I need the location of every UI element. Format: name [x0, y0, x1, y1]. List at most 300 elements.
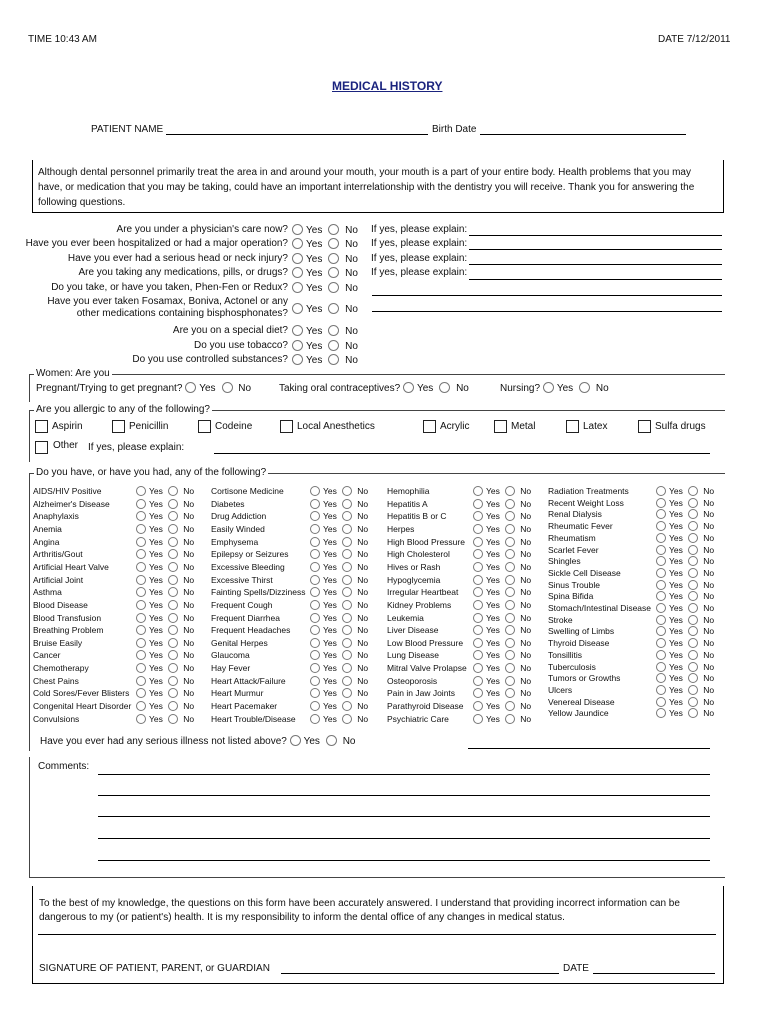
radio-no[interactable]	[505, 549, 515, 559]
radio-yes[interactable]	[292, 238, 303, 249]
radio-yes[interactable]	[473, 638, 483, 648]
radio-yes[interactable]	[310, 575, 320, 585]
radio-yes[interactable]	[310, 600, 320, 610]
radio-no[interactable]	[688, 580, 698, 590]
radio-no[interactable]	[688, 708, 698, 718]
radio-no[interactable]	[328, 224, 339, 235]
condition-answer-diabetes[interactable]: Yes No	[310, 498, 368, 511]
radio-no[interactable]	[505, 650, 515, 660]
radio-no[interactable]	[168, 537, 178, 547]
condition-answer-blood-disease[interactable]: Yes No	[136, 599, 194, 612]
radio-no[interactable]	[505, 714, 515, 724]
checkbox[interactable]	[566, 420, 579, 433]
condition-answer-heart-trouble-disease[interactable]: Yes No	[310, 713, 368, 726]
condition-answer-rheumatism[interactable]: Yes No	[656, 532, 714, 545]
radio-yes[interactable]	[473, 524, 483, 534]
radio-no[interactable]	[342, 625, 352, 635]
radio-yes[interactable]	[136, 701, 146, 711]
radio-no[interactable]	[688, 498, 698, 508]
radio-no[interactable]	[688, 568, 698, 578]
radio-yes[interactable]	[136, 638, 146, 648]
comments-line[interactable]	[98, 795, 710, 796]
radio-yes[interactable]	[136, 676, 146, 686]
radio-no[interactable]	[688, 486, 698, 496]
condition-answer-osteoporosis[interactable]: Yes No	[473, 675, 531, 688]
condition-answer-asthma[interactable]: Yes No	[136, 586, 194, 599]
radio-yes[interactable]	[656, 568, 666, 578]
condition-answer-psychiatric-care[interactable]: Yes No	[473, 713, 531, 726]
radio-no[interactable]	[342, 701, 352, 711]
radio-no[interactable]	[328, 354, 339, 365]
radio-yes[interactable]	[473, 549, 483, 559]
radio-yes[interactable]	[656, 509, 666, 519]
radio-yes[interactable]	[473, 701, 483, 711]
explain-line[interactable]	[372, 295, 722, 296]
radio-no[interactable]	[688, 545, 698, 555]
answer-diet[interactable]: Yes No	[292, 325, 358, 338]
condition-answer-thyroid-disease[interactable]: Yes No	[656, 637, 714, 650]
radio-no[interactable]	[328, 267, 339, 278]
condition-answer-glaucoma[interactable]: Yes No	[310, 649, 368, 662]
radio-no[interactable]	[342, 688, 352, 698]
condition-answer-recent-weight-loss[interactable]: Yes No	[656, 497, 714, 510]
condition-answer-shingles[interactable]: Yes No	[656, 555, 714, 568]
explain-line[interactable]	[469, 235, 722, 236]
radio-no[interactable]	[168, 714, 178, 724]
radio-yes[interactable]	[473, 537, 483, 547]
radio-no[interactable]	[168, 625, 178, 635]
radio-yes[interactable]	[310, 638, 320, 648]
radio-yes[interactable]	[656, 545, 666, 555]
radio-yes[interactable]	[403, 382, 414, 393]
condition-answer-spina-bifida[interactable]: Yes No	[656, 590, 714, 603]
radio-yes[interactable]	[310, 499, 320, 509]
radio-no[interactable]	[342, 663, 352, 673]
radio-no[interactable]	[342, 676, 352, 686]
radio-no[interactable]	[168, 499, 178, 509]
condition-answer-yellow-jaundice[interactable]: Yes No	[656, 707, 714, 720]
condition-answer-convulsions[interactable]: Yes No	[136, 713, 194, 726]
condition-answer-irregular-heartbeat[interactable]: Yes No	[473, 586, 531, 599]
condition-answer-cold-sores-fever-blisters[interactable]: Yes No	[136, 687, 194, 700]
radio-yes[interactable]	[656, 486, 666, 496]
radio-yes[interactable]	[292, 354, 303, 365]
radio-no[interactable]	[342, 499, 352, 509]
condition-answer-frequent-diarrhea[interactable]: Yes No	[310, 612, 368, 625]
radio-yes[interactable]	[473, 575, 483, 585]
radio-no[interactable]	[168, 524, 178, 534]
nursing-question[interactable]: Nursing? Yes No	[500, 383, 609, 394]
condition-answer-genital-herpes[interactable]: Yes No	[310, 637, 368, 650]
radio-yes[interactable]	[656, 662, 666, 672]
radio-yes[interactable]	[292, 224, 303, 235]
condition-answer-excessive-thirst[interactable]: Yes No	[310, 574, 368, 587]
radio-yes[interactable]	[292, 340, 303, 351]
radio-yes[interactable]	[136, 575, 146, 585]
radio-no[interactable]	[342, 524, 352, 534]
radio-yes[interactable]	[292, 303, 303, 314]
radio-no[interactable]	[505, 587, 515, 597]
checkbox[interactable]	[494, 420, 507, 433]
radio-no[interactable]	[342, 600, 352, 610]
allergy-explain-line[interactable]	[214, 453, 710, 454]
radio-no[interactable]	[168, 587, 178, 597]
radio-no[interactable]	[505, 575, 515, 585]
radio-no[interactable]	[328, 303, 339, 314]
condition-answer-angina[interactable]: Yes No	[136, 536, 194, 549]
radio-no[interactable]	[505, 676, 515, 686]
condition-answer-mitral-valve-prolapse[interactable]: Yes No	[473, 662, 531, 675]
radio-no[interactable]	[688, 697, 698, 707]
radio-yes[interactable]	[136, 486, 146, 496]
radio-yes[interactable]	[656, 708, 666, 718]
condition-answer-lung-disease[interactable]: Yes No	[473, 649, 531, 662]
condition-answer-tumors-or-growths[interactable]: Yes No	[656, 672, 714, 685]
condition-answer-low-blood-pressure[interactable]: Yes No	[473, 637, 531, 650]
explain-line[interactable]	[469, 279, 722, 280]
radio-yes[interactable]	[292, 325, 303, 336]
radio-yes[interactable]	[290, 735, 301, 746]
condition-answer-heart-pacemaker[interactable]: Yes No	[310, 700, 368, 713]
radio-no[interactable]	[688, 615, 698, 625]
radio-yes[interactable]	[292, 253, 303, 264]
radio-no[interactable]	[342, 613, 352, 623]
radio-no[interactable]	[688, 626, 698, 636]
radio-yes[interactable]	[473, 714, 483, 724]
checkbox[interactable]	[198, 420, 211, 433]
radio-no[interactable]	[688, 638, 698, 648]
radio-no[interactable]	[688, 673, 698, 683]
radio-yes[interactable]	[310, 587, 320, 597]
explain-line[interactable]	[469, 249, 722, 250]
radio-no[interactable]	[342, 562, 352, 572]
radio-yes[interactable]	[310, 650, 320, 660]
condition-answer-cortisone-medicine[interactable]: Yes No	[310, 485, 368, 498]
radio-yes[interactable]	[136, 625, 146, 635]
radio-no[interactable]	[326, 735, 337, 746]
radio-no[interactable]	[342, 650, 352, 660]
condition-answer-anemia[interactable]: Yes No	[136, 523, 194, 536]
condition-answer-hypoglycemia[interactable]: Yes No	[473, 574, 531, 587]
condition-answer-scarlet-fever[interactable]: Yes No	[656, 544, 714, 557]
comments-line[interactable]	[98, 838, 710, 839]
radio-no[interactable]	[688, 650, 698, 660]
answer-physician[interactable]: Yes No	[292, 224, 358, 237]
radio-yes[interactable]	[310, 524, 320, 534]
radio-no[interactable]	[688, 509, 698, 519]
condition-answer-sickle-cell-disease[interactable]: Yes No	[656, 567, 714, 580]
serious-illness-line[interactable]	[468, 748, 710, 749]
radio-no[interactable]	[688, 556, 698, 566]
radio-no[interactable]	[342, 511, 352, 521]
signature-date-field[interactable]	[593, 973, 715, 974]
radio-yes[interactable]	[136, 537, 146, 547]
radio-no[interactable]	[342, 549, 352, 559]
condition-answer-blood-transfusion[interactable]: Yes No	[136, 612, 194, 625]
radio-no[interactable]	[505, 600, 515, 610]
answer-bisphosphonates[interactable]: Yes No	[292, 303, 358, 316]
answer-phen-fen[interactable]: Yes No	[292, 282, 358, 295]
radio-no[interactable]	[342, 587, 352, 597]
radio-no[interactable]	[505, 537, 515, 547]
radio-no[interactable]	[168, 663, 178, 673]
condition-answer-swelling-of-limbs[interactable]: Yes No	[656, 625, 714, 638]
radio-yes[interactable]	[473, 486, 483, 496]
radio-no[interactable]	[579, 382, 590, 393]
condition-answer-anaphylaxis[interactable]: Yes No	[136, 510, 194, 523]
condition-answer-hay-fever[interactable]: Yes No	[310, 662, 368, 675]
radio-yes[interactable]	[310, 549, 320, 559]
condition-answer-hepatitis-a[interactable]: Yes No	[473, 498, 531, 511]
radio-yes[interactable]	[310, 714, 320, 724]
radio-yes[interactable]	[656, 673, 666, 683]
signature-field[interactable]	[281, 973, 559, 974]
radio-no[interactable]	[168, 600, 178, 610]
radio-no[interactable]	[688, 521, 698, 531]
radio-no[interactable]	[688, 533, 698, 543]
condition-answer-venereal-disease[interactable]: Yes No	[656, 696, 714, 709]
condition-answer-chemotherapy[interactable]: Yes No	[136, 662, 194, 675]
checkbox[interactable]	[112, 420, 125, 433]
radio-yes[interactable]	[136, 663, 146, 673]
condition-answer-alzheimer-s-disease[interactable]: Yes No	[136, 498, 194, 511]
checkbox[interactable]	[280, 420, 293, 433]
condition-answer-leukemia[interactable]: Yes No	[473, 612, 531, 625]
condition-answer-artificial-joint[interactable]: Yes No	[136, 574, 194, 587]
condition-answer-heart-murmur[interactable]: Yes No	[310, 687, 368, 700]
radio-yes[interactable]	[473, 511, 483, 521]
radio-yes[interactable]	[310, 625, 320, 635]
radio-yes[interactable]	[136, 511, 146, 521]
radio-yes[interactable]	[136, 562, 146, 572]
condition-answer-high-blood-pressure[interactable]: Yes No	[473, 536, 531, 549]
radio-no[interactable]	[342, 638, 352, 648]
radio-no[interactable]	[168, 486, 178, 496]
answer-tobacco[interactable]: Yes No	[292, 340, 358, 353]
radio-yes[interactable]	[656, 556, 666, 566]
radio-yes[interactable]	[136, 524, 146, 534]
radio-yes[interactable]	[310, 701, 320, 711]
answer-medications[interactable]: Yes No	[292, 267, 358, 280]
pregnant-question[interactable]: Pregnant/Trying to get pregnant? Yes No	[36, 383, 252, 394]
condition-answer-aids-hiv-positive[interactable]: Yes No	[136, 485, 194, 498]
answer-hospitalized[interactable]: Yes No	[292, 238, 358, 251]
radio-yes[interactable]	[656, 521, 666, 531]
radio-no[interactable]	[688, 685, 698, 695]
answer-head-injury[interactable]: Yes No	[292, 253, 358, 266]
checkbox[interactable]	[638, 420, 651, 433]
condition-answer-breathing-problem[interactable]: Yes No	[136, 624, 194, 637]
radio-no[interactable]	[222, 382, 233, 393]
radio-yes[interactable]	[473, 663, 483, 673]
condition-rheumatic-fever: Rheumatic Fever	[548, 521, 613, 532]
radio-no[interactable]	[505, 524, 515, 534]
condition-answer-heart-attack-failure[interactable]: Yes No	[310, 675, 368, 688]
radio-yes[interactable]	[136, 688, 146, 698]
radio-yes[interactable]	[473, 650, 483, 660]
radio-no[interactable]	[328, 325, 339, 336]
radio-no[interactable]	[505, 562, 515, 572]
condition-answer-pain-in-jaw-joints[interactable]: Yes No	[473, 687, 531, 700]
checkbox[interactable]	[35, 420, 48, 433]
radio-no[interactable]	[505, 499, 515, 509]
condition-answer-liver-disease[interactable]: Yes No	[473, 624, 531, 637]
radio-no[interactable]	[505, 625, 515, 635]
condition-answer-stroke[interactable]: Yes No	[656, 614, 714, 627]
condition-answer-high-cholesterol[interactable]: Yes No	[473, 548, 531, 561]
radio-yes[interactable]	[473, 562, 483, 572]
radio-no[interactable]	[688, 662, 698, 672]
answer-controlled-substances[interactable]: Yes No	[292, 354, 358, 367]
condition-answer-hemophilia[interactable]: Yes No	[473, 485, 531, 498]
radio-yes[interactable]	[136, 714, 146, 724]
radio-yes[interactable]	[473, 499, 483, 509]
condition-answer-chest-pains[interactable]: Yes No	[136, 675, 194, 688]
condition-answer-stomach-intestinal-disease[interactable]: Yes No	[656, 602, 714, 615]
radio-yes[interactable]	[136, 600, 146, 610]
radio-yes[interactable]	[656, 580, 666, 590]
radio-yes[interactable]	[310, 486, 320, 496]
condition-answer-kidney-problems[interactable]: Yes No	[473, 599, 531, 612]
radio-yes[interactable]	[473, 613, 483, 623]
explain-line[interactable]	[372, 311, 722, 312]
radio-yes[interactable]	[292, 267, 303, 278]
radio-no[interactable]	[342, 537, 352, 547]
condition-answer-easily-winded[interactable]: Yes No	[310, 523, 368, 536]
radio-no[interactable]	[328, 238, 339, 249]
radio-yes[interactable]	[656, 591, 666, 601]
checkbox[interactable]	[423, 420, 436, 433]
condition-answer-bruise-easily[interactable]: Yes No	[136, 637, 194, 650]
radio-yes[interactable]	[473, 600, 483, 610]
radio-no[interactable]	[688, 603, 698, 613]
radio-yes[interactable]	[656, 650, 666, 660]
condition-answer-fainting-spells-dizziness[interactable]: Yes No	[310, 586, 368, 599]
radio-no[interactable]	[168, 613, 178, 623]
condition-angina: Angina	[33, 536, 60, 547]
radio-yes[interactable]	[310, 663, 320, 673]
radio-no[interactable]	[168, 688, 178, 698]
condition-answer-renal-dialysis[interactable]: Yes No	[656, 508, 714, 521]
comments-line[interactable]	[98, 860, 710, 861]
radio-no[interactable]	[168, 650, 178, 660]
radio-no[interactable]	[505, 486, 515, 496]
condition-answer-herpes[interactable]: Yes No	[473, 523, 531, 536]
condition-answer-ulcers[interactable]: Yes No	[656, 684, 714, 697]
condition-answer-artificial-heart-valve[interactable]: Yes No	[136, 561, 194, 574]
radio-no[interactable]	[328, 340, 339, 351]
radio-no[interactable]	[168, 575, 178, 585]
radio-no[interactable]	[439, 382, 450, 393]
radio-yes[interactable]	[656, 638, 666, 648]
radio-yes[interactable]	[656, 697, 666, 707]
radio-yes[interactable]	[136, 650, 146, 660]
radio-no[interactable]	[168, 511, 178, 521]
condition-answer-drug-addiction[interactable]: Yes No	[310, 510, 368, 523]
radio-no[interactable]	[168, 701, 178, 711]
condition-answer-tonsillitis[interactable]: Yes No	[656, 649, 714, 662]
radio-yes[interactable]	[656, 626, 666, 636]
condition-answer-epilepsy-or-seizures[interactable]: Yes No	[310, 548, 368, 561]
radio-no[interactable]	[328, 282, 339, 293]
radio-yes[interactable]	[656, 603, 666, 613]
condition-answer-radiation-treatments[interactable]: Yes No	[656, 485, 714, 498]
condition-answer-rheumatic-fever[interactable]: Yes No	[656, 520, 714, 533]
question-bisphosphonates: other medications containing bisphosphonates?	[76, 308, 288, 319]
contraceptives-question[interactable]: Taking oral contraceptives? Yes No	[279, 383, 469, 394]
condition-answer-excessive-bleeding[interactable]: Yes No	[310, 561, 368, 574]
radio-no[interactable]	[168, 638, 178, 648]
condition-answer-frequent-headaches[interactable]: Yes No	[310, 624, 368, 637]
radio-no[interactable]	[342, 575, 352, 585]
radio-yes[interactable]	[543, 382, 554, 393]
explain-line[interactable]	[469, 264, 722, 265]
condition-answer-parathyroid-disease[interactable]: Yes No	[473, 700, 531, 713]
radio-no[interactable]	[505, 511, 515, 521]
radio-yes[interactable]	[473, 625, 483, 635]
comments-line[interactable]	[98, 816, 710, 817]
radio-yes[interactable]	[136, 613, 146, 623]
radio-yes[interactable]	[473, 688, 483, 698]
condition-answer-tuberculosis[interactable]: Yes No	[656, 661, 714, 674]
radio-no[interactable]	[168, 676, 178, 686]
radio-yes[interactable]	[136, 499, 146, 509]
radio-no[interactable]	[688, 591, 698, 601]
radio-no[interactable]	[168, 549, 178, 559]
radio-no[interactable]	[505, 638, 515, 648]
radio-no[interactable]	[505, 663, 515, 673]
radio-no[interactable]	[328, 253, 339, 264]
radio-yes[interactable]	[656, 533, 666, 543]
condition-answer-congenital-heart-disorder[interactable]: Yes No	[136, 700, 194, 713]
condition-answer-emphysema[interactable]: Yes No	[310, 536, 368, 549]
condition-answer-hepatitis-b-or-c[interactable]: Yes No	[473, 510, 531, 523]
checkbox[interactable]	[35, 441, 48, 454]
radio-no[interactable]	[168, 562, 178, 572]
radio-yes[interactable]	[310, 562, 320, 572]
radio-yes[interactable]	[136, 549, 146, 559]
condition-answer-frequent-cough[interactable]: Yes No	[310, 599, 368, 612]
radio-no[interactable]	[505, 701, 515, 711]
explain-label: If yes, please explain:	[371, 224, 468, 235]
radio-yes[interactable]	[310, 613, 320, 623]
radio-yes[interactable]	[656, 685, 666, 695]
condition-answer-cancer[interactable]: Yes No	[136, 649, 194, 662]
comments-line[interactable]	[98, 774, 710, 775]
radio-no[interactable]	[342, 486, 352, 496]
radio-yes[interactable]	[656, 615, 666, 625]
radio-yes[interactable]	[473, 587, 483, 597]
radio-yes[interactable]	[473, 676, 483, 686]
radio-yes[interactable]	[656, 498, 666, 508]
radio-yes[interactable]	[136, 587, 146, 597]
radio-no[interactable]	[505, 688, 515, 698]
serious-illness-question[interactable]: Have you ever had any serious illness not listed above? Yes No	[40, 736, 356, 747]
patient-name-field[interactable]	[166, 134, 428, 135]
condition-answer-hives-or-rash[interactable]: Yes No	[473, 561, 531, 574]
radio-yes[interactable]	[185, 382, 196, 393]
radio-no[interactable]	[505, 613, 515, 623]
condition-answer-arthritis-gout[interactable]: Yes No	[136, 548, 194, 561]
radio-yes[interactable]	[292, 282, 303, 293]
radio-yes[interactable]	[310, 676, 320, 686]
radio-yes[interactable]	[310, 537, 320, 547]
radio-yes[interactable]	[310, 688, 320, 698]
birth-date-field[interactable]	[480, 134, 686, 135]
radio-no[interactable]	[342, 714, 352, 724]
radio-yes[interactable]	[310, 511, 320, 521]
condition-answer-sinus-trouble[interactable]: Yes No	[656, 579, 714, 592]
